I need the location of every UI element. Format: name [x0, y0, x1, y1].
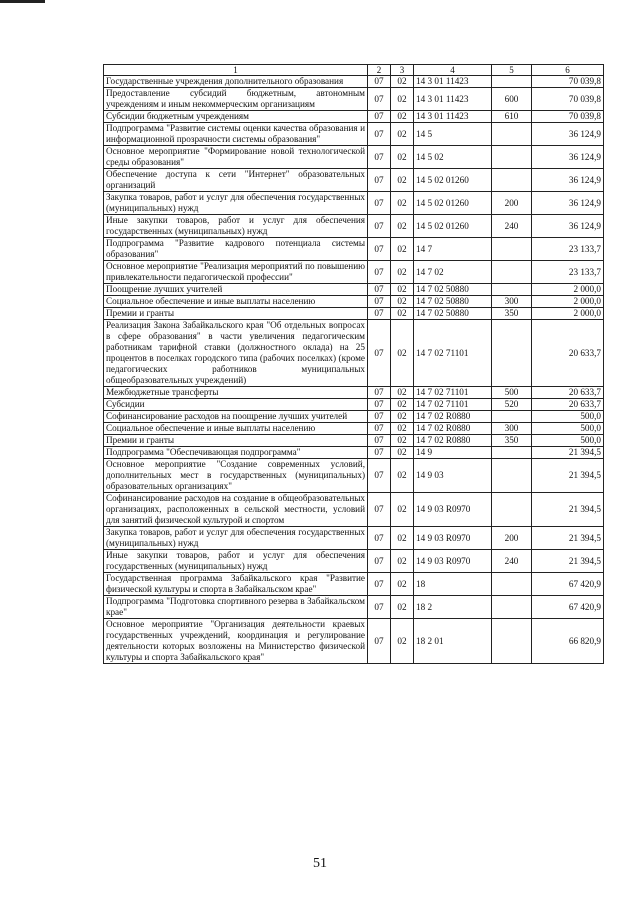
amount-cell: 23 133,7	[532, 238, 604, 261]
subsection-code-cell: 02	[391, 284, 414, 296]
amount-cell: 70 039,8	[532, 88, 604, 111]
expense-type-cell	[492, 493, 532, 527]
expenditure-name-cell: Софинансирование расходов на создание в общеобразовательных организациях, расположенных в сельской местности, условий для занятий физической культурой и спортом	[104, 493, 368, 527]
table-row	[104, 308, 604, 320]
table-row	[104, 111, 604, 123]
section-code-cell: 07	[368, 411, 391, 423]
expense-type-cell: 200	[492, 192, 532, 215]
expense-type-cell	[492, 123, 532, 146]
amount-cell: 500,0	[532, 411, 604, 423]
subsection-code-cell: 02	[391, 447, 414, 459]
table-row	[104, 215, 604, 238]
section-code-cell: 07	[368, 619, 391, 664]
header-cell: 1	[104, 65, 368, 76]
expense-type-cell: 350	[492, 308, 532, 320]
subsection-code-cell: 02	[391, 596, 414, 619]
target-article-cell: 14 3 01 11423	[414, 76, 492, 88]
expenditure-name-cell: Основное мероприятие "Реализация мероприятий по повышению привлекательности педагогической профессии"	[104, 261, 368, 284]
section-code-cell: 07	[368, 88, 391, 111]
subsection-code-cell: 02	[391, 238, 414, 261]
amount-cell: 66 820,9	[532, 619, 604, 664]
table-row	[104, 387, 604, 399]
amount-cell: 20 633,7	[532, 399, 604, 411]
subsection-code-cell: 02	[391, 619, 414, 664]
table-row	[104, 435, 604, 447]
table-row	[104, 493, 604, 527]
section-code-cell: 07	[368, 76, 391, 88]
expenditure-name-cell: Иные закупки товаров, работ и услуг для обеспечения государственных (муниципальных) нужд	[104, 550, 368, 573]
expenditure-name-cell: Основное мероприятие "Формирование новой технологической среды образования"	[104, 146, 368, 169]
section-code-cell: 07	[368, 192, 391, 215]
header-cell: 2	[368, 65, 391, 76]
amount-cell: 21 394,5	[532, 527, 604, 550]
header-cell: 4	[414, 65, 492, 76]
target-article-cell: 14 5	[414, 123, 492, 146]
section-code-cell: 07	[368, 550, 391, 573]
subsection-code-cell: 02	[391, 261, 414, 284]
amount-cell: 500,0	[532, 435, 604, 447]
expenditure-name-cell: Подпрограмма "Обеспечивающая подпрограмма"	[104, 447, 368, 459]
target-article-cell: 14 7 02 R0880	[414, 435, 492, 447]
section-code-cell: 07	[368, 447, 391, 459]
table-row	[104, 459, 604, 493]
expenditure-name-cell: Реализация Закона Забайкальского края "Об отдельных вопросах в сфере образования" в части увеличения педагогическим работникам тарифной ставки (должностного оклада) на 25 процентов в поселках городского типа (рабочих поселках) (кроме педагогических работников муниципальных общеобразовательных учреждений)	[104, 320, 368, 387]
table-body	[104, 76, 604, 664]
subsection-code-cell: 02	[391, 76, 414, 88]
section-code-cell: 07	[368, 123, 391, 146]
expenditure-name-cell: Социальное обеспечение и иные выплаты населению	[104, 296, 368, 308]
table-row	[104, 619, 604, 664]
expenditure-name-cell: Закупка товаров, работ и услуг для обеспечения государственных (муниципальных) нужд	[104, 192, 368, 215]
table-row	[104, 550, 604, 573]
expense-type-cell	[492, 573, 532, 596]
expenditure-name-cell: Подпрограмма "Развитие системы оценки качества образования и информационной прозрачности системы образования"	[104, 123, 368, 146]
target-article-cell: 14 7 02 50880	[414, 296, 492, 308]
section-code-cell: 07	[368, 387, 391, 399]
amount-cell: 70 039,8	[532, 111, 604, 123]
target-article-cell: 14 9 03 R0970	[414, 550, 492, 573]
expenditure-name-cell: Премии и гранты	[104, 435, 368, 447]
target-article-cell: 18 2	[414, 596, 492, 619]
amount-cell: 67 420,9	[532, 573, 604, 596]
target-article-cell: 14 7 02 50880	[414, 284, 492, 296]
expense-type-cell: 240	[492, 550, 532, 573]
section-code-cell: 07	[368, 527, 391, 550]
subsection-code-cell: 02	[391, 111, 414, 123]
expenditure-name-cell: Софинансирование расходов на поощрение лучших учителей	[104, 411, 368, 423]
table-row	[104, 423, 604, 435]
amount-cell: 2 000,0	[532, 308, 604, 320]
expense-type-cell	[492, 238, 532, 261]
target-article-cell: 14 9 03 R0970	[414, 527, 492, 550]
target-article-cell: 14 5 02 01260	[414, 192, 492, 215]
table-row	[104, 261, 604, 284]
corner-scan-mark	[0, 0, 45, 3]
target-article-cell: 14 7 02 50880	[414, 308, 492, 320]
section-code-cell: 07	[368, 238, 391, 261]
expense-type-cell	[492, 146, 532, 169]
page-number: 51	[313, 856, 327, 871]
expenditure-name-cell: Закупка товаров, работ и услуг для обеспечения государственных (муниципальных) нужд	[104, 527, 368, 550]
target-article-cell: 14 5 02	[414, 146, 492, 169]
target-article-cell: 14 9	[414, 447, 492, 459]
table-header-row	[104, 65, 604, 76]
header-cell: 5	[492, 65, 532, 76]
amount-cell: 20 633,7	[532, 320, 604, 387]
expense-type-cell: 600	[492, 88, 532, 111]
target-article-cell: 14 7	[414, 238, 492, 261]
expenditure-name-cell: Субсидии бюджетным учреждениям	[104, 111, 368, 123]
expense-type-cell: 520	[492, 399, 532, 411]
amount-cell: 21 394,5	[532, 493, 604, 527]
amount-cell: 36 124,9	[532, 123, 604, 146]
section-code-cell: 07	[368, 399, 391, 411]
amount-cell: 70 039,8	[532, 76, 604, 88]
target-article-cell: 14 3 01 11423	[414, 111, 492, 123]
subsection-code-cell: 02	[391, 320, 414, 387]
expenditure-name-cell: Обеспечение доступа к сети "Интернет" образовательных организаций	[104, 169, 368, 192]
section-code-cell: 07	[368, 423, 391, 435]
subsection-code-cell: 02	[391, 296, 414, 308]
budget-table	[103, 64, 604, 664]
table-row	[104, 284, 604, 296]
amount-cell: 21 394,5	[532, 550, 604, 573]
table-row	[104, 399, 604, 411]
table-row	[104, 123, 604, 146]
expenditure-name-cell: Иные закупки товаров, работ и услуг для обеспечения государственных (муниципальных) нужд	[104, 215, 368, 238]
amount-cell: 23 133,7	[532, 261, 604, 284]
target-article-cell: 14 7 02 R0880	[414, 423, 492, 435]
expense-type-cell	[492, 284, 532, 296]
amount-cell: 36 124,9	[532, 192, 604, 215]
subsection-code-cell: 02	[391, 88, 414, 111]
amount-cell: 21 394,5	[532, 447, 604, 459]
expenditure-name-cell: Государственные учреждения дополнительного образования	[104, 76, 368, 88]
table-row	[104, 146, 604, 169]
subsection-code-cell: 02	[391, 435, 414, 447]
subsection-code-cell: 02	[391, 550, 414, 573]
expenditure-name-cell: Поощрение лучших учителей	[104, 284, 368, 296]
expense-type-cell	[492, 447, 532, 459]
section-code-cell: 07	[368, 573, 391, 596]
target-article-cell: 14 3 01 11423	[414, 88, 492, 111]
target-article-cell: 14 9 03	[414, 459, 492, 493]
subsection-code-cell: 02	[391, 527, 414, 550]
section-code-cell: 07	[368, 146, 391, 169]
expense-type-cell	[492, 411, 532, 423]
amount-cell: 20 633,7	[532, 387, 604, 399]
section-code-cell: 07	[368, 493, 391, 527]
expenditure-name-cell: Социальное обеспечение и иные выплаты населению	[104, 423, 368, 435]
table-row	[104, 169, 604, 192]
expense-type-cell	[492, 76, 532, 88]
table-row	[104, 88, 604, 111]
expense-type-cell: 350	[492, 435, 532, 447]
target-article-cell: 14 7 02 71101	[414, 320, 492, 387]
amount-cell: 2 000,0	[532, 296, 604, 308]
target-article-cell: 14 5 02 01260	[414, 215, 492, 238]
subsection-code-cell: 02	[391, 169, 414, 192]
table-row	[104, 192, 604, 215]
target-article-cell: 14 7 02 R0880	[414, 411, 492, 423]
expenditure-name-cell: Премии и гранты	[104, 308, 368, 320]
expense-type-cell	[492, 619, 532, 664]
expense-type-cell	[492, 261, 532, 284]
expenditure-name-cell: Государственная программа Забайкальского края "Развитие физической культуры и спорта в Забайкальском крае"	[104, 573, 368, 596]
section-code-cell: 07	[368, 215, 391, 238]
expenditure-name-cell: Подпрограмма "Развитие кадрового потенциала системы образования"	[104, 238, 368, 261]
target-article-cell: 14 7 02	[414, 261, 492, 284]
subsection-code-cell: 02	[391, 423, 414, 435]
expense-type-cell: 240	[492, 215, 532, 238]
target-article-cell: 14 5 02 01260	[414, 169, 492, 192]
subsection-code-cell: 02	[391, 399, 414, 411]
subsection-code-cell: 02	[391, 493, 414, 527]
target-article-cell: 18	[414, 573, 492, 596]
expense-type-cell: 200	[492, 527, 532, 550]
amount-cell: 500,0	[532, 423, 604, 435]
amount-cell: 36 124,9	[532, 169, 604, 192]
section-code-cell: 07	[368, 596, 391, 619]
amount-cell: 36 124,9	[532, 146, 604, 169]
expense-type-cell	[492, 169, 532, 192]
expense-type-cell: 610	[492, 111, 532, 123]
subsection-code-cell: 02	[391, 573, 414, 596]
section-code-cell: 07	[368, 459, 391, 493]
target-article-cell: 14 7 02 71101	[414, 387, 492, 399]
expense-type-cell: 500	[492, 387, 532, 399]
expense-type-cell: 300	[492, 423, 532, 435]
section-code-cell: 07	[368, 320, 391, 387]
section-code-cell: 07	[368, 435, 391, 447]
section-code-cell: 07	[368, 284, 391, 296]
table-row	[104, 596, 604, 619]
expense-type-cell: 300	[492, 296, 532, 308]
table-row	[104, 447, 604, 459]
expenditure-name-cell: Субсидии	[104, 399, 368, 411]
table-row	[104, 320, 604, 387]
subsection-code-cell: 02	[391, 459, 414, 493]
amount-cell: 67 420,9	[532, 596, 604, 619]
expenditure-name-cell: Предоставление субсидий бюджетным, автономным учреждениям и иным некоммерческим организациям	[104, 88, 368, 111]
table-row	[104, 76, 604, 88]
target-article-cell: 18 2 01	[414, 619, 492, 664]
table-row	[104, 573, 604, 596]
table-row	[104, 527, 604, 550]
subsection-code-cell: 02	[391, 146, 414, 169]
header-cell: 3	[391, 65, 414, 76]
section-code-cell: 07	[368, 169, 391, 192]
subsection-code-cell: 02	[391, 308, 414, 320]
target-article-cell: 14 9 03 R0970	[414, 493, 492, 527]
section-code-cell: 07	[368, 111, 391, 123]
expenditure-name-cell: Основное мероприятие "Организация деятельности краевых государственных учреждений, координация и регулирование деятельности которых возложены на Министерство физической культуры и спорта Забайкальского края"	[104, 619, 368, 664]
expenditure-name-cell: Подпрограмма "Подготовка спортивного резерва в Забайкальском крае"	[104, 596, 368, 619]
amount-cell: 2 000,0	[532, 284, 604, 296]
subsection-code-cell: 02	[391, 387, 414, 399]
expenditure-name-cell: Основное мероприятие "Создание современных условий, дополнительных мест в государственных (муниципальных) образовательных организациях"	[104, 459, 368, 493]
expense-type-cell	[492, 596, 532, 619]
subsection-code-cell: 02	[391, 123, 414, 146]
amount-cell: 21 394,5	[532, 459, 604, 493]
header-cell: 6	[532, 65, 604, 76]
amount-cell: 36 124,9	[532, 215, 604, 238]
expenditure-name-cell: Межбюджетные трансферты	[104, 387, 368, 399]
section-code-cell: 07	[368, 261, 391, 284]
table-row	[104, 296, 604, 308]
expense-type-cell	[492, 320, 532, 387]
expense-type-cell	[492, 459, 532, 493]
subsection-code-cell: 02	[391, 215, 414, 238]
table-row	[104, 411, 604, 423]
table-row	[104, 238, 604, 261]
section-code-cell: 07	[368, 308, 391, 320]
target-article-cell: 14 7 02 71101	[414, 399, 492, 411]
section-code-cell: 07	[368, 296, 391, 308]
subsection-code-cell: 02	[391, 411, 414, 423]
subsection-code-cell: 02	[391, 192, 414, 215]
